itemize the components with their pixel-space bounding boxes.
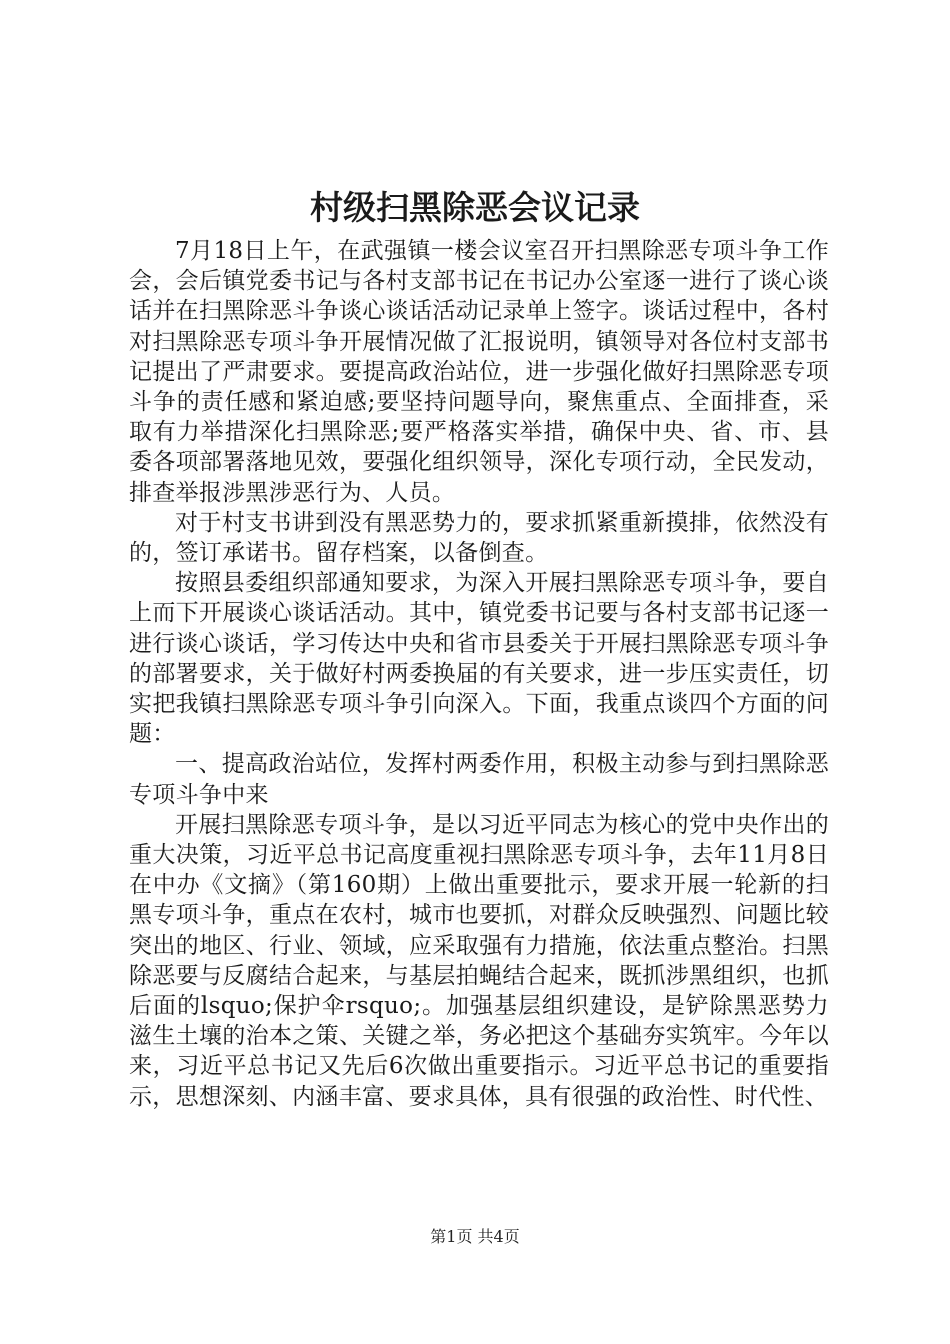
paragraph-meeting-summary: 7月18日上午，在武强镇一楼会议室召开扫黑除恶专项斗争工作会，会后镇党委书记与各村支部书记在书记办公室逐一进行了谈心谈话并在扫黑除恶斗争谈心谈话活动记录单上签字。谈话过程中，各村对扫黑除恶专项斗争开展情况做了汇报说明，镇领导对各位村支部书记提出了严肃要求。要提高政治站位，进一步强化做好扫黑除恶专项斗争的责任感和紧迫感;要坚持问题导向，聚焦重点、全面排查，采取有力举措深化扫黑除恶;要严格落实举措，确保中央、省、市、县委各项部署落地见效，要强化组织领导，深化专项行动，全民发动，排查举报涉黑涉恶行为、人员。 <box>129 238 829 506</box>
page-number-footer: 第1页 共4页 <box>430 1227 520 1246</box>
document-body <box>129 236 829 1112</box>
document-title: 村级扫黑除恶会议记录 <box>310 188 640 227</box>
paragraph-talk-activity: 按照县委组织部通知要求，为深入开展扫黑除恶专项斗争，要自上而下开展谈心谈话活动。其中，镇党委书记要与各村支部书记逐一进行谈心谈话，学习传达中央和省市县委关于开展扫黑除恶专项斗争的部署要求，关于做好村两委换届的有关要求，进一步压实责任，切实把我镇扫黑除恶专项斗争引向深入。下面，我重点谈四个方面的问题： <box>129 570 829 748</box>
section-heading-1: 一、提高政治站位，发挥村两委作用，积极主动参与到扫黑除恶专项斗争中来 <box>129 751 829 808</box>
paragraph-commitment: 对于村支书讲到没有黑恶势力的，要求抓紧重新摸排，依然没有的，签订承诺书。留存档案，以备倒查。 <box>129 509 829 567</box>
paragraph-background: 开展扫黑除恶专项斗争，是以习近平同志为核心的党中央作出的重大决策，习近平总书记高度重视扫黑除恶专项斗争，去年11月8日在中办《文摘》（第160期）上做出重要批示，要求开展一轮新的扫黑专项斗争，重点在农村，城市也要抓，对群众反映强烈、问题比较突出的地区、行业、领域，应采取强有力措施，依法重点整治。扫黑除恶要与反腐结合起来，与基层拍蝇结合起来，既抓涉黑组织，也抓后面的lsquo;保护伞rsquo;。加强基层组织建设，是铲除黑恶势力滋生土壤的治本之策、关键之举，务必把这个基础夯实筑牢。今年以来，习近平总书记又先后6次做出重要指示。习近平总书记的重要指示，思想深刻、内涵丰富、要求具体，具有很强的政治性、时代性、 <box>129 811 829 1110</box>
